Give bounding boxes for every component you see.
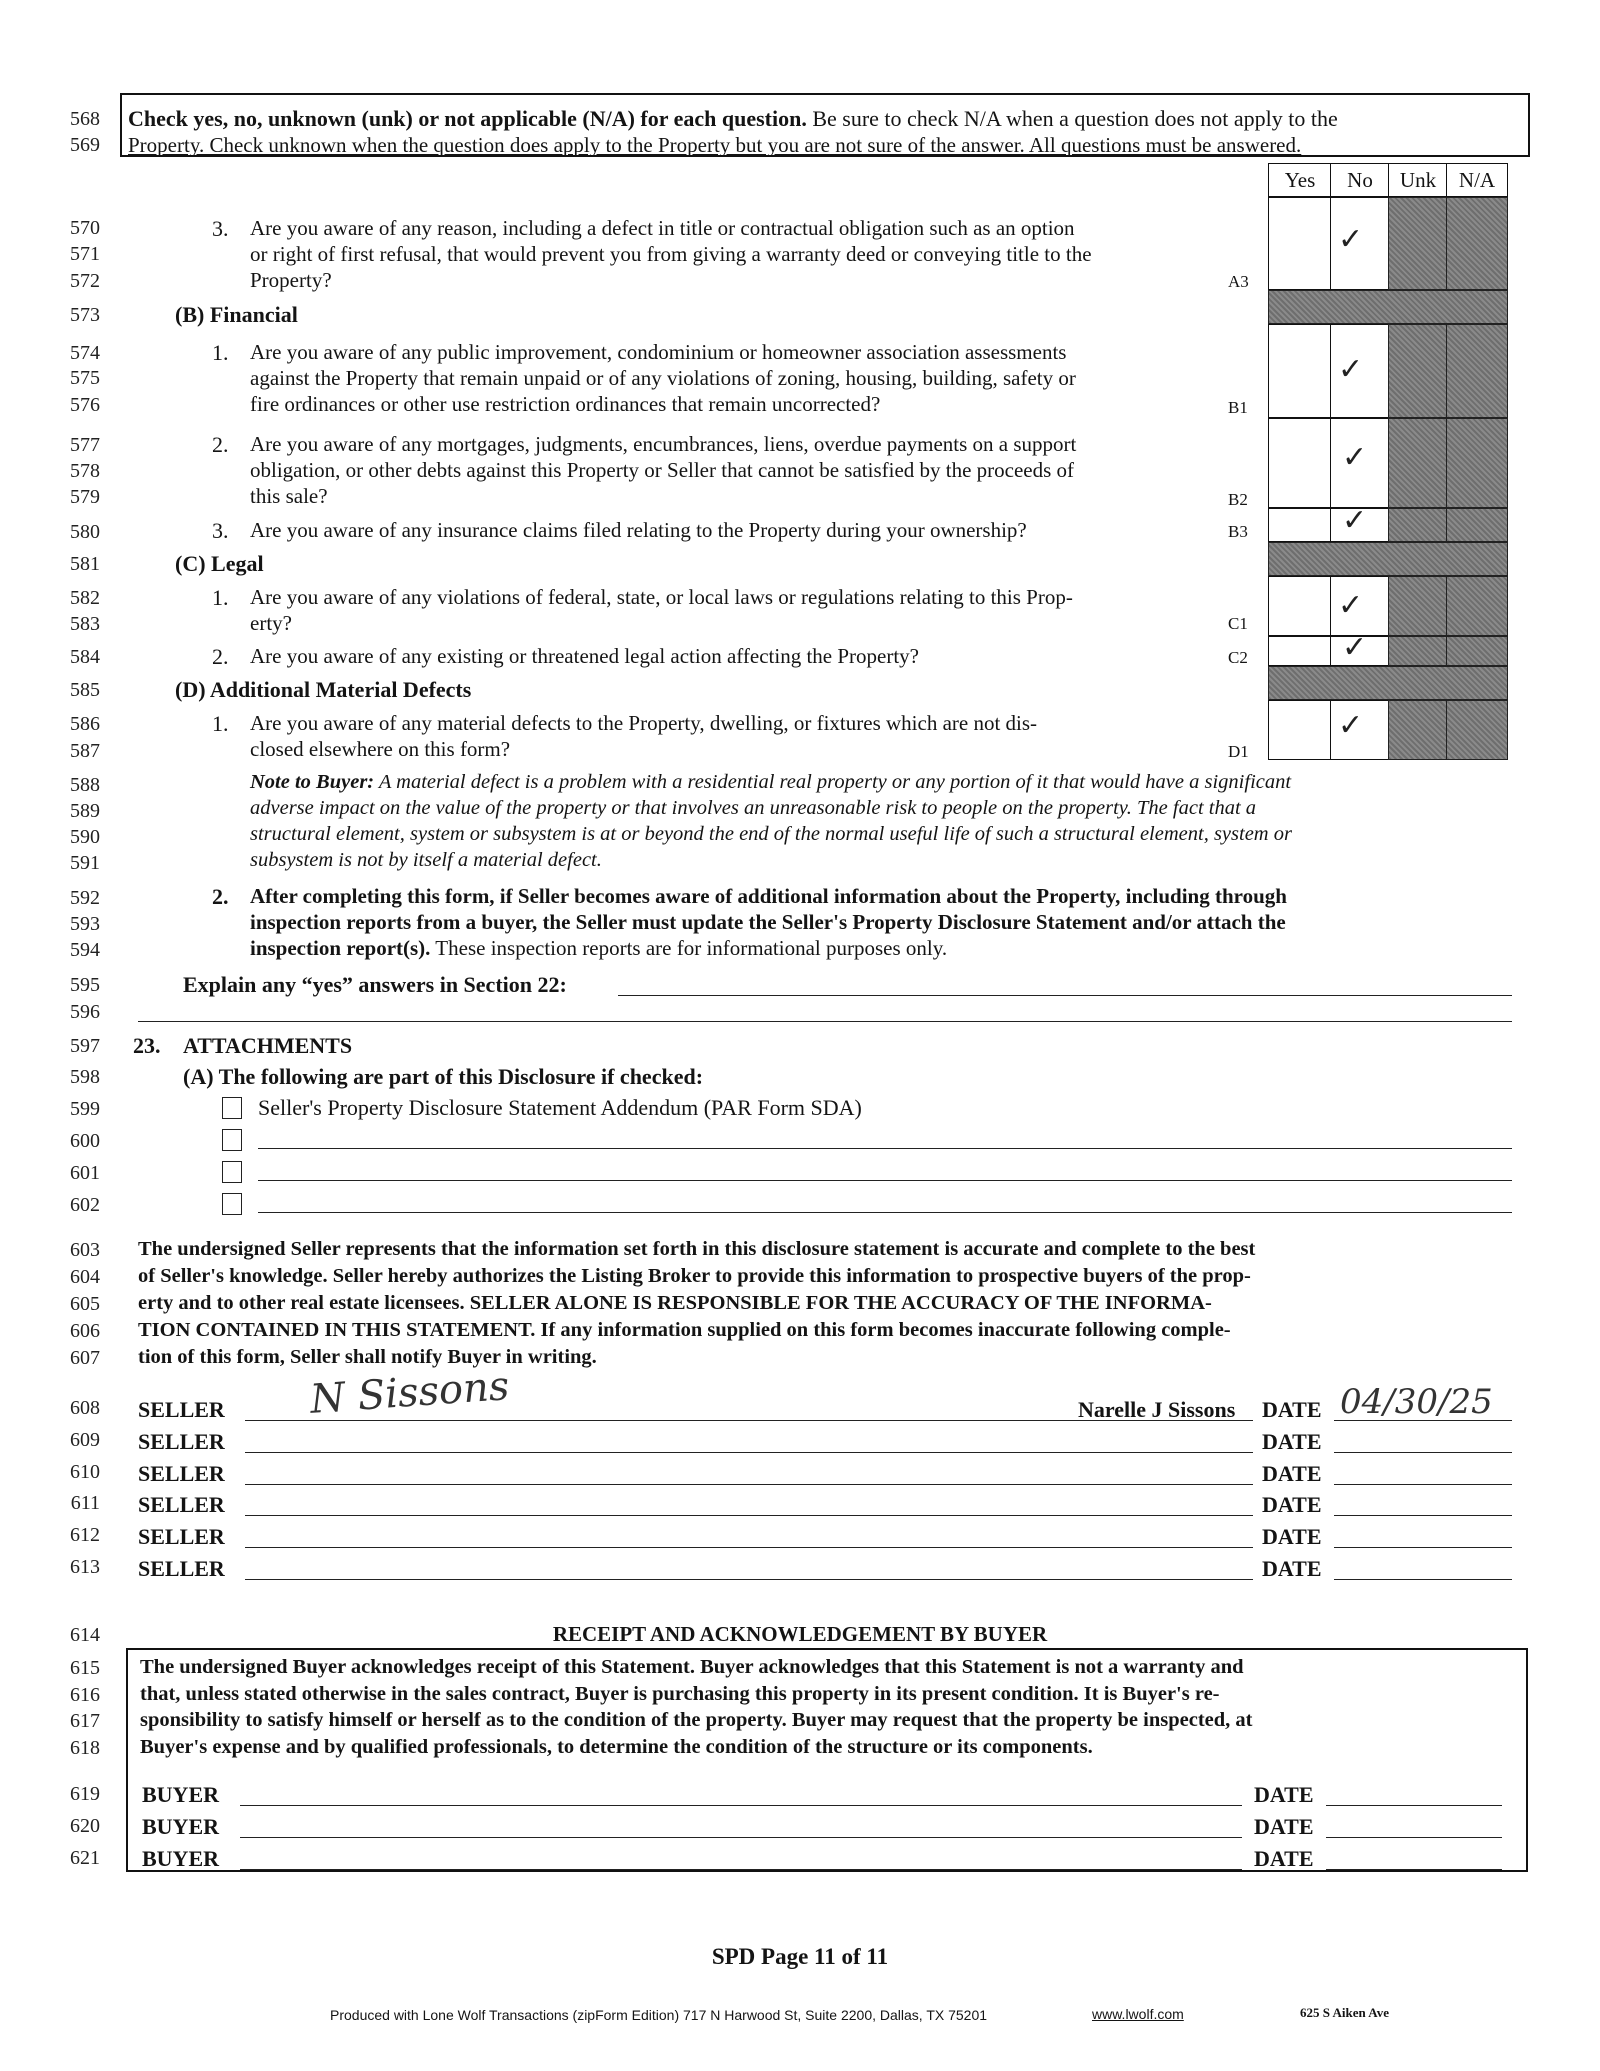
c1-no-check-icon: ✓	[1338, 588, 1364, 623]
b2-unk-cell	[1388, 418, 1448, 508]
attachments-title: ATTACHMENTS	[183, 1033, 353, 1058]
date-label-6: DATE	[1262, 1556, 1322, 1581]
line-number: 576	[70, 394, 100, 416]
date-line-3[interactable]	[1334, 1484, 1512, 1485]
date-line-6[interactable]	[1334, 1579, 1512, 1580]
attachment-line-2[interactable]	[258, 1148, 1512, 1149]
line-number: 591	[70, 852, 100, 874]
note-line1: Note to Buyer: A material defect is a problem with a residential real property or any portion of it that would have a significant	[250, 771, 1292, 793]
line-number: 572	[70, 270, 100, 292]
line-number: 604	[70, 1266, 100, 1288]
attachment-checkbox-4[interactable]	[222, 1193, 242, 1215]
q-d1-code: D1	[1228, 742, 1249, 761]
q-b1-number: 1.	[212, 340, 229, 365]
q-c1-text-line1: Are you aware of any violations of federal, state, or local laws or regulations relating to this Prop-	[250, 585, 1073, 609]
b1-na-cell	[1446, 324, 1508, 418]
b1-unk-cell	[1388, 324, 1448, 418]
attachments-sub: (A) The following are part of this Disclosure if checked:	[183, 1064, 704, 1089]
q-b2-number: 2.	[212, 432, 229, 457]
seller-label-5: SELLER	[138, 1524, 225, 1549]
section-c-shade	[1268, 542, 1508, 576]
buyer-signature-line-2[interactable]	[240, 1837, 1242, 1838]
line-number: 582	[70, 587, 100, 609]
q-b3-code: B3	[1228, 522, 1248, 541]
buyer-date-line-2[interactable]	[1326, 1837, 1502, 1838]
col-na-header: N/A	[1446, 163, 1508, 197]
line-number: 580	[70, 521, 100, 543]
seller-label-4: SELLER	[138, 1492, 225, 1517]
attachment-item-1: Seller's Property Disclosure Statement Addendum (PAR Form SDA)	[258, 1095, 862, 1120]
line-number: 613	[70, 1556, 100, 1578]
buyer-date-label-1: DATE	[1254, 1782, 1314, 1807]
line-number: 590	[70, 826, 100, 848]
explain-line-1[interactable]	[618, 995, 1512, 996]
date-line-5[interactable]	[1334, 1547, 1512, 1548]
c1-yes-cell[interactable]	[1268, 576, 1332, 636]
line-number: 570	[70, 217, 100, 239]
q-a3-text-line2: or right of first refusal, that would prevent you from giving a warranty deed or conveying title to the	[250, 242, 1092, 266]
d1-unk-cell	[1388, 700, 1448, 760]
date-label-3: DATE	[1262, 1461, 1322, 1486]
line-number: 586	[70, 713, 100, 735]
line-number: 593	[70, 913, 100, 935]
receipt-line4: Buyer's expense and by qualified professionals, to determine the condition of the structure or its components.	[140, 1736, 1093, 1758]
date-line-4[interactable]	[1334, 1515, 1512, 1516]
line-number: 598	[70, 1066, 100, 1088]
q-a3-number: 3.	[212, 216, 229, 241]
line-number: 585	[70, 679, 100, 701]
line-number: 621	[70, 1847, 100, 1869]
line-number: 578	[70, 460, 100, 482]
page-number: SPD Page 11 of 11	[711, 1944, 889, 1969]
attachments-number: 23.	[133, 1033, 161, 1058]
line-number: 595	[70, 974, 100, 996]
q-b2-text-line3: this sale?	[250, 484, 328, 508]
note-line2: adverse impact on the value of the property or that involves an unreasonable risk to people on the property. The fact that a	[250, 797, 1257, 819]
seller-1-date: 04/30/25	[1340, 1382, 1493, 1422]
section-c-heading: (C) Legal	[175, 551, 264, 576]
c2-na-cell	[1446, 636, 1508, 666]
buyer-date-label-3: DATE	[1254, 1846, 1314, 1871]
receipt-line1: The undersigned Buyer acknowledges receipt of this Statement. Buyer acknowledges that this Statement is not a warranty and	[140, 1656, 1244, 1678]
q-c1-code: C1	[1228, 614, 1248, 633]
section-b-heading: (B) Financial	[175, 302, 298, 327]
q-c1-text-line2: erty?	[250, 611, 292, 635]
explain-line-2[interactable]	[138, 1021, 1512, 1022]
receipt-line2: that, unless stated otherwise in the sales contract, Buyer is purchasing this property in its present condition. It is Buyer's re-	[140, 1683, 1220, 1705]
line-number: 597	[70, 1035, 100, 1057]
q-c1-number: 1.	[212, 585, 229, 610]
item2-line2: inspection reports from a buyer, the Seller must update the Seller's Property Disclosure Statement and/or attach the	[250, 910, 1286, 934]
b3-unk-cell	[1388, 508, 1448, 542]
line-number: 607	[70, 1347, 100, 1369]
buyer-date-label-2: DATE	[1254, 1814, 1314, 1839]
c1-na-cell	[1446, 576, 1508, 636]
q-a3-code: A3	[1228, 272, 1249, 291]
attachment-line-4[interactable]	[258, 1212, 1512, 1213]
seller-signature-line-2[interactable]	[245, 1452, 1253, 1453]
line-number: 610	[70, 1461, 100, 1483]
buyer-date-line-1[interactable]	[1326, 1805, 1502, 1806]
note-line4: subsystem is not by itself a material defect.	[250, 849, 602, 871]
line-number: 579	[70, 486, 100, 508]
d1-na-cell	[1446, 700, 1508, 760]
seller-statement-line1: The undersigned Seller represents that the information set forth in this disclosure statement is accurate and complete to the best	[138, 1238, 1256, 1260]
buyer-date-line-3[interactable]	[1326, 1869, 1502, 1870]
item2-number: 2.	[212, 884, 229, 909]
line-number: 617	[70, 1710, 100, 1732]
line-number: 568	[70, 108, 100, 130]
seller-statement-line3: erty and to other real estate licensees. SELLER ALONE IS RESPONSIBLE FOR THE ACCURACY OF THE INFORMA-	[138, 1292, 1212, 1314]
date-label-2: DATE	[1262, 1429, 1322, 1454]
seller-label-3: SELLER	[138, 1461, 225, 1486]
seller-label-2: SELLER	[138, 1429, 225, 1454]
c2-unk-cell	[1388, 636, 1448, 666]
line-number: 584	[70, 646, 100, 668]
seller-signature-line-4[interactable]	[245, 1515, 1253, 1516]
b1-no-check-icon: ✓	[1338, 352, 1364, 387]
line-number: 615	[70, 1657, 100, 1679]
date-label-5: DATE	[1262, 1524, 1322, 1549]
col-unk-header: Unk	[1388, 163, 1448, 197]
b2-no-check-icon: ✓	[1342, 440, 1368, 475]
line-number: 601	[70, 1162, 100, 1184]
line-number: 596	[70, 1001, 100, 1023]
line-number: 606	[70, 1320, 100, 1342]
instructions-line2: Property. Check unknown when the question does apply to the Property but you are not sure of the answer. All questions must be answered.	[128, 133, 1302, 157]
line-number: 603	[70, 1239, 100, 1261]
c1-unk-cell	[1388, 576, 1448, 636]
q-d1-text-line2: closed elsewhere on this form?	[250, 737, 511, 761]
c2-no-check-icon: ✓	[1342, 630, 1368, 665]
explain-label: Explain any “yes” answers in Section 22:	[183, 972, 567, 997]
buyer-label-1: BUYER	[142, 1782, 220, 1807]
seller-signature-line-3[interactable]	[245, 1484, 1253, 1485]
line-number: 571	[70, 243, 100, 265]
line-number: 594	[70, 939, 100, 961]
q-a3-text-line3: Property?	[250, 268, 332, 292]
c2-yes-cell[interactable]	[1268, 636, 1332, 666]
line-number: 614	[70, 1624, 100, 1646]
line-number: 573	[70, 304, 100, 326]
q-b1-text-line3: fire ordinances or other use restriction ordinances that remain uncorrected?	[250, 392, 881, 416]
seller-label-1: SELLER	[138, 1397, 225, 1422]
receipt-line3: sponsibility to satisfy himself or herself as to the condition of the property. Buyer may request that the property be inspected, at	[140, 1709, 1253, 1731]
line-number: 608	[70, 1397, 100, 1419]
line-number: 589	[70, 800, 100, 822]
a3-na-cell	[1446, 197, 1508, 290]
line-number: 587	[70, 740, 100, 762]
line-number: 620	[70, 1815, 100, 1837]
seller-statement-line2: of Seller's knowledge. Seller hereby authorizes the Listing Broker to provide this information to prospective buyers of the prop-	[138, 1265, 1251, 1287]
q-b1-text-line2: against the Property that remain unpaid or of any violations of zoning, housing, building, safety or	[250, 366, 1076, 390]
q-b3-text-line1: Are you aware of any insurance claims filed relating to the Property during your ownership?	[250, 518, 1027, 542]
b1-yes-cell[interactable]	[1268, 324, 1332, 418]
section-d-shade	[1268, 666, 1508, 700]
seller-statement-line4: TION CONTAINED IN THIS STATEMENT. If any information supplied on this form becomes inaccurate following comple-	[138, 1319, 1231, 1341]
line-number: 602	[70, 1194, 100, 1216]
line-number: 609	[70, 1429, 100, 1451]
line-number: 574	[70, 342, 100, 364]
line-number: 611	[70, 1492, 100, 1514]
line-number: 599	[70, 1098, 100, 1120]
line-number: 605	[70, 1293, 100, 1315]
line-number: 588	[70, 774, 100, 796]
buyer-signature-line-1[interactable]	[240, 1805, 1242, 1806]
line-number: 583	[70, 613, 100, 635]
date-line-2[interactable]	[1334, 1452, 1512, 1453]
footer-produced: Produced with Lone Wolf Transactions (zipForm Edition) 717 N Harwood St, Suite 2200, Dallas, TX 75201	[330, 2007, 988, 2023]
q-b2-code: B2	[1228, 490, 1248, 509]
b3-yes-cell[interactable]	[1268, 508, 1332, 542]
section-b-shade	[1268, 290, 1508, 324]
seller-1-printed-name: Narelle J Sissons	[1078, 1397, 1236, 1422]
q-b2-text-line2: obligation, or other debts against this Property or Seller that cannot be satisfied by the proceeds of	[250, 458, 1075, 482]
attachment-line-3[interactable]	[258, 1180, 1512, 1181]
item2-line1: After completing this form, if Seller becomes aware of additional information about the Property, including through	[250, 884, 1287, 908]
q-c2-text-line1: Are you aware of any existing or threatened legal action affecting the Property?	[250, 644, 920, 668]
footer-link[interactable]: www.lwolf.com	[1092, 2006, 1184, 2022]
line-number: 616	[70, 1684, 100, 1706]
a3-yes-cell[interactable]	[1268, 197, 1332, 290]
footer-address: 625 S Aiken Ave	[1300, 2005, 1389, 2020]
col-no-header: No	[1330, 163, 1390, 197]
seller-signature-line-6[interactable]	[245, 1579, 1253, 1580]
q-c2-number: 2.	[212, 644, 229, 669]
b2-yes-cell[interactable]	[1268, 418, 1332, 508]
q-b1-text-line1: Are you aware of any public improvement, condominium or homeowner association assessments	[250, 340, 1067, 364]
item2-line3: inspection report(s). These inspection reports are for informational purposes only.	[250, 936, 948, 960]
section-d-heading: (D) Additional Material Defects	[175, 677, 472, 702]
line-number: 577	[70, 434, 100, 456]
seller-statement-line5: tion of this form, Seller shall notify Buyer in writing.	[138, 1346, 597, 1368]
receipt-box	[126, 1648, 1528, 1872]
line-number: 618	[70, 1737, 100, 1759]
q-c2-code: C2	[1228, 648, 1248, 667]
seller-1-signature: N Sissons	[308, 1363, 511, 1423]
d1-no-check-icon: ✓	[1338, 708, 1364, 743]
attachment-checkbox-2[interactable]	[222, 1129, 242, 1151]
line-number: 575	[70, 367, 100, 389]
line-number: 581	[70, 553, 100, 575]
date-label-1: DATE	[1262, 1397, 1322, 1422]
receipt-title: RECEIPT AND ACKNOWLEDGEMENT BY BUYER	[552, 1622, 1048, 1646]
a3-no-check-icon: ✓	[1338, 222, 1364, 257]
d1-yes-cell[interactable]	[1268, 700, 1332, 760]
seller-label-6: SELLER	[138, 1556, 225, 1581]
q-b3-number: 3.	[212, 518, 229, 543]
line-number: 612	[70, 1524, 100, 1546]
q-b2-text-line1: Are you aware of any mortgages, judgments, encumbrances, liens, overdue payments on a support	[250, 432, 1077, 456]
note-line3: structural element, system or subsystem is at or beyond the end of the normal useful life of such a structural element, system or	[250, 823, 1292, 845]
attachment-checkbox-3[interactable]	[222, 1161, 242, 1183]
buyer-label-2: BUYER	[142, 1814, 220, 1839]
buyer-label-3: BUYER	[142, 1846, 220, 1871]
col-yes-header: Yes	[1268, 163, 1332, 197]
instructions-line1: Check yes, no, unknown (unk) or not applicable (N/A) for each question. Be sure to check N/A when a question does not apply to the	[128, 106, 1338, 131]
line-number: 600	[70, 1130, 100, 1152]
q-a3-text-line1: Are you aware of any reason, including a defect in title or contractual obligation such as an option	[250, 216, 1075, 240]
line-number: 569	[70, 134, 100, 156]
date-label-4: DATE	[1262, 1492, 1322, 1517]
attachment-checkbox-1[interactable]	[222, 1097, 242, 1119]
line-number: 592	[70, 887, 100, 909]
b3-no-check-icon: ✓	[1342, 503, 1368, 538]
q-d1-text-line1: Are you aware of any material defects to the Property, dwelling, or fixtures which are not dis-	[250, 711, 1038, 735]
seller-signature-line-5[interactable]	[245, 1547, 1253, 1548]
a3-unk-cell	[1388, 197, 1448, 290]
buyer-signature-line-3[interactable]	[240, 1869, 1242, 1870]
b3-na-cell	[1446, 508, 1508, 542]
b2-na-cell	[1446, 418, 1508, 508]
line-number: 619	[70, 1783, 100, 1805]
q-b1-code: B1	[1228, 398, 1248, 417]
q-d1-number: 1.	[212, 711, 229, 736]
